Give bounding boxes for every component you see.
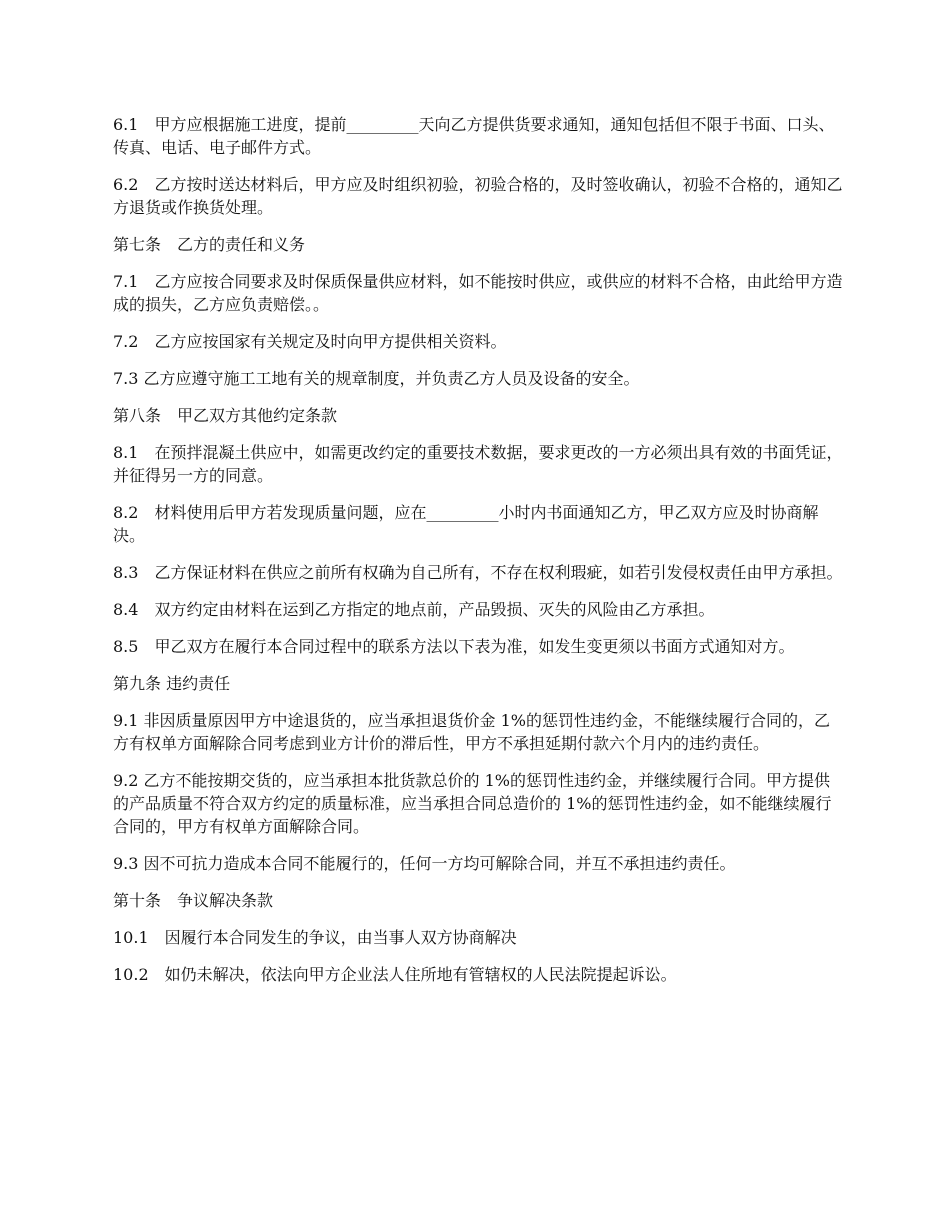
clause-7-2: 7.2 乙方应按国家有关规定及时向甲方提供相关资料。: [113, 332, 507, 351]
clause-8-2: 8.2 材料使用后甲方若发现质量问题，应在_________小时内书面通知乙方，甲乙双方应及时协商解决。: [113, 503, 819, 545]
clause-8-5: 8.5 甲乙双方在履行本合同过程中的联系方法以下表为准，如发生变更须以书面方式通知对方。: [113, 637, 795, 656]
clause-6-1: 6.1 甲方应根据施工进度，提前_________天向乙方提供货要求通知，通知包括但不限于书面、口头、传真、电话、电子邮件方式。: [113, 115, 835, 157]
clause-6-2: 6.2 乙方按时送达材料后，甲方应及时组织初验，初验合格的，及时签收确认，初验不合格的，通知乙方退货或作换货处理。: [113, 175, 843, 217]
clause-9-3: 9.3 因不可抗力造成本合同不能履行的，任何一方均可解除合同，并互不承担违约责任。: [113, 854, 736, 873]
clause-7-1: 7.1 乙方应按合同要求及时保质保量供应材料，如不能按时供应，或供应的材料不合格，由此给甲方造成的损失，乙方应负责赔偿。。: [113, 272, 843, 314]
clause-9-1: 9.1 非因质量原因甲方中途退货的，应当承担退货价金 1%的惩罚性违约金，不能继续履行合同的，乙方有权单方面解除合同考虑到业方计价的滞后性，甲方不承担延期付款六个月内的违约责任。: [113, 711, 831, 753]
clause-8-1: 8.1 在预拌混凝土供应中，如需更改约定的重要技术数据，要求更改的一方必须出具有效的书面凭证，并征得另一方的同意。: [113, 443, 843, 485]
article-9-heading: 第九条 违约责任: [113, 674, 231, 693]
clause-7-3: 7.3 乙方应遵守施工工地有关的规章制度，并负责乙方人员及设备的安全。: [113, 369, 640, 388]
article-10-heading: 第十条 争议解决条款: [113, 891, 274, 910]
clause-8-4: 8.4 双方约定由材料在运到乙方指定的地点前，产品毁损、灭失的风险由乙方承担。: [113, 600, 715, 619]
clause-9-2: 9.2 乙方不能按期交货的，应当承担本批货款总价的 1%的惩罚性违约金，并继续履行合同。甲方提供的产品质量不符合双方约定的质量标准，应当承担合同总造价的 1%的惩罚性违约金，如不能继续履行合同的，甲方有权单方面解除合同。: [113, 771, 832, 836]
document-body: [113, 113, 843, 1000]
clause-8-3: 8.3 乙方保证材料在供应之前所有权确为自己所有，不存在权利瑕疵，如若引发侵权责任由甲方承担。: [113, 563, 843, 582]
clause-10-1: 10.1 因履行本合同发生的争议，由当事人双方协商解决: [113, 928, 517, 947]
article-8-heading: 第八条 甲乙双方其他约定条款: [113, 406, 338, 425]
article-7-heading: 第七条 乙方的责任和义务: [113, 235, 306, 254]
clause-10-2: 10.2 如仍未解决，依法向甲方企业法人住所地有管辖权的人民法院提起诉讼。: [113, 965, 677, 984]
